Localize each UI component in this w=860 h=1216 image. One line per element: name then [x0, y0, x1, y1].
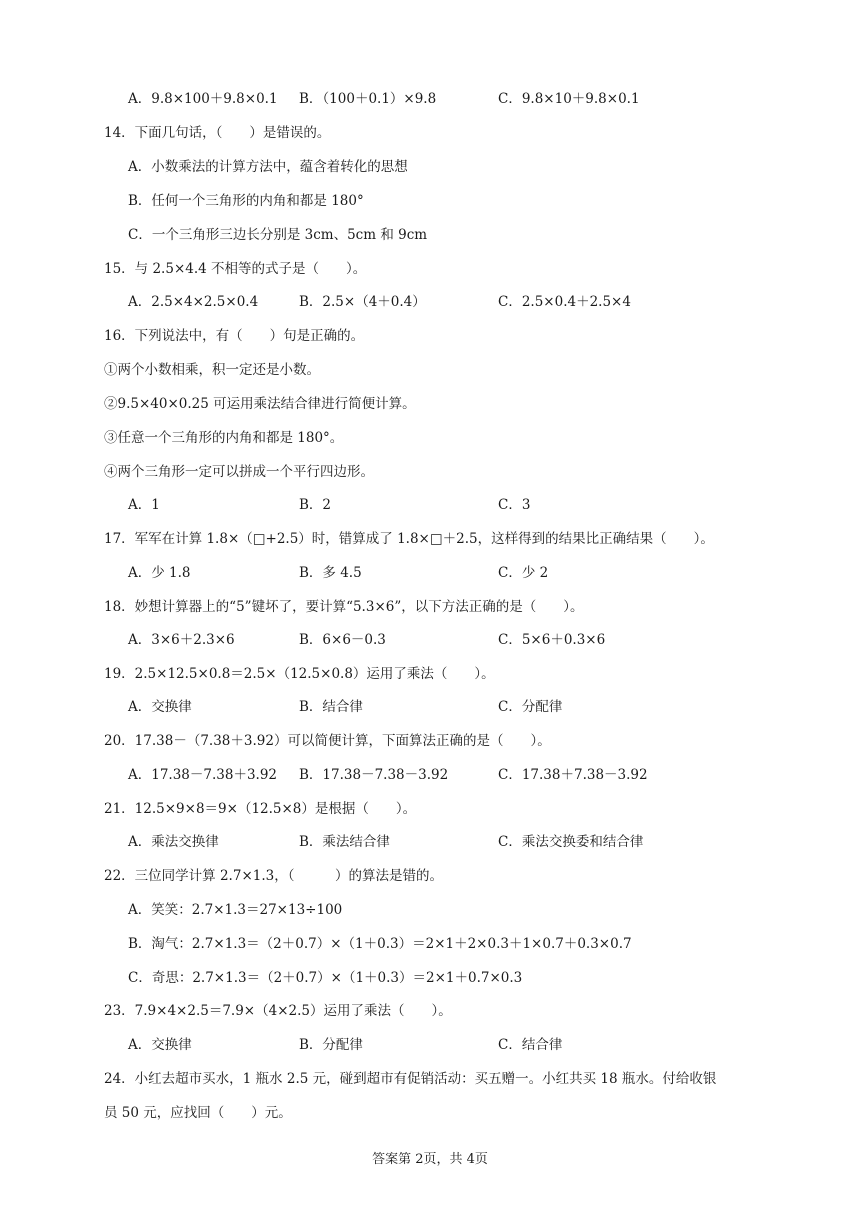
- q21-option-c: C．乘法交换委和结合律: [498, 834, 644, 850]
- q18-option-a: A．3×6＋2.3×6: [128, 632, 235, 648]
- page-footer: 答案第 2页，共 4页: [372, 1152, 488, 1167]
- q16-statement-1: ①两个小数相乘，积一定还是小数。: [104, 362, 320, 378]
- q20-option-c: C．17.38＋7.38－3.92: [498, 767, 648, 783]
- q23-option-b: B．分配律: [299, 1037, 363, 1053]
- q19-option-c: C．分配律: [498, 699, 563, 715]
- q16-option-b: B．2: [299, 497, 332, 513]
- q19-option-b: B．结合律: [299, 699, 363, 715]
- q23-option-a: A．交换律: [128, 1037, 192, 1053]
- q13-option-b: B．（100＋0.1）×9.8: [299, 91, 437, 107]
- q21-option-a: A．乘法交换律: [128, 834, 219, 850]
- q17-option-b: B．多 4.5: [299, 565, 362, 581]
- q20-stem: 20．17.38－（7.38＋3.92）可以简便计算，下面算法正确的是（ ）。: [104, 733, 551, 749]
- q24-stem-line-2: 员 50 元，应找回（ ）元。: [104, 1105, 292, 1121]
- q17-option-c: C．少 2: [498, 565, 549, 581]
- q17-stem: 17．军军在计算 1.8×（□+2.5）时，错算成了 1.8×□＋2.5，这样得到的结果比正确结果（ ）。: [104, 531, 714, 547]
- q21-stem: 21．12.5×9×8＝9×（12.5×8）是根据（ ）。: [104, 801, 417, 817]
- q16-option-c: C．3: [498, 497, 531, 513]
- q21-option-b: B．乘法结合律: [299, 834, 390, 850]
- q22-option-c: C．奇思：2.7×1.3＝（2＋0.7）×（1＋0.3）＝2×1＋0.7×0.3: [128, 970, 523, 986]
- q18-stem: 18．妙想计算器上的“5”键坏了，要计算“5.3×6”，以下方法正确的是（ ）。: [104, 599, 584, 615]
- q22-option-b: B．淘气：2.7×1.3＝（2＋0.7）×（1＋0.3）＝2×1＋2×0.3＋1×0.7＋0.3×0.7: [128, 936, 632, 952]
- q14-option-b: B．任何一个三角形的内角和都是 180°: [128, 193, 364, 209]
- q16-statement-3: ③任意一个三角形的内角和都是 180°。: [104, 430, 344, 446]
- q20-option-a: A．17.38－7.38＋3.92: [128, 767, 278, 783]
- q15-option-a: A．2.5×4×2.5×0.4: [128, 294, 259, 310]
- q13-option-c: C．9.8×10＋9.8×0.1: [498, 91, 640, 107]
- q19-stem: 19．2.5×12.5×0.8＝2.5×（12.5×0.8）运用了乘法（ ）。: [104, 666, 495, 682]
- q14-stem: 14．下面几句话，（ ）是错误的。: [104, 125, 331, 141]
- q14-option-c: C．一个三角形三边长分别是 3cm、5cm 和 9cm: [128, 227, 428, 243]
- q17-option-a: A．少 1.8: [128, 565, 191, 581]
- q19-option-a: A．交换律: [128, 699, 192, 715]
- q18-option-b: B．6×6－0.3: [299, 632, 386, 648]
- q16-statement-2: ②9.5×40×0.25 可运用乘法结合律进行简便计算。: [104, 396, 416, 412]
- q18-option-c: C．5×6＋0.3×6: [498, 632, 606, 648]
- q23-stem: 23．7.9×4×2.5＝7.9×（4×2.5）运用了乘法（ ）。: [104, 1003, 452, 1019]
- q24-stem-line-1: 24．小红去超市买水，1 瓶水 2.5 元，碰到超市有促销活动：买五赠一。小红共买 18 瓶水。付给收银: [104, 1071, 717, 1087]
- q22-option-a: A．笑笑：2.7×1.3＝27×13÷100: [128, 902, 343, 918]
- q23-option-c: C．结合律: [498, 1037, 563, 1053]
- q15-stem: 15．与 2.5×4.4 不相等的式子是（ ）。: [104, 261, 367, 277]
- q20-option-b: B．17.38－7.38－3.92: [299, 767, 449, 783]
- q13-option-a: A．9.8×100＋9.8×0.1: [128, 91, 278, 107]
- q16-stem: 16．下列说法中，有（ ）句是正确的。: [104, 328, 365, 344]
- q14-option-a: A．小数乘法的计算方法中，蕴含着转化的思想: [128, 159, 408, 175]
- q16-option-a: A．1: [128, 497, 160, 513]
- q15-option-c: C．2.5×0.4＋2.5×4: [498, 294, 631, 310]
- q16-statement-4: ④两个三角形一定可以拼成一个平行四边形。: [104, 464, 374, 480]
- q15-option-b: B．2.5×（4＋0.4）: [299, 294, 426, 310]
- q22-stem: 22．三位同学计算 2.7×1.3，（ ）的算法是错的。: [104, 868, 443, 884]
